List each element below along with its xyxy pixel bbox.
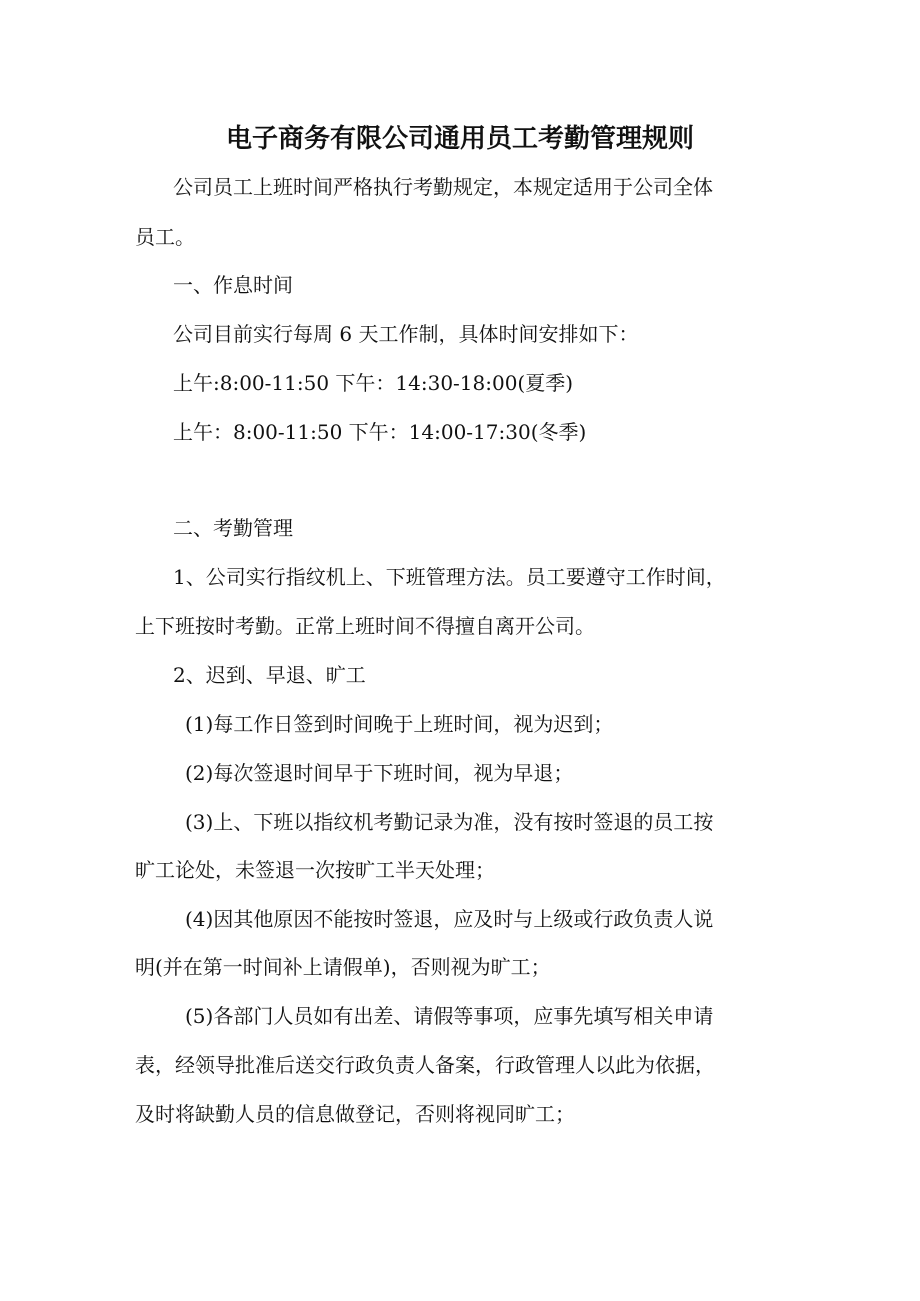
section-2-heading: 二、考勤管理 xyxy=(173,516,293,540)
rule-5-line-3: 及时将缺勤人员的信息做登记，否则将视同旷工； xyxy=(135,1102,575,1126)
rule-3-line-2: 旷工论处，未签退一次按旷工半天处理； xyxy=(135,858,495,882)
section-1-heading: 一、作息时间 xyxy=(173,273,293,297)
rule-5-line-1: (5)各部门人员如有出差、请假等事项，应事先填写相关申请 xyxy=(185,1004,714,1028)
document-title: 电子商务有限公司通用员工考勤管理规则 xyxy=(225,124,694,154)
rule-4-line-1: (4)因其他原因不能按时签退，应及时与上级或行政负责人说 xyxy=(185,907,714,931)
rule-5-line-2: 表，经领导批准后送交行政负责人备案，行政管理人以此为依据， xyxy=(135,1053,715,1077)
item-2-heading: 2、迟到、早退、旷工 xyxy=(173,663,366,687)
winter-schedule: 上午：8:00-11:50 下午：14:00-17:30(冬季) xyxy=(173,420,587,444)
item-1-line-1: 1、公司实行指纹机上、下班管理方法。员工要遵守工作时间， xyxy=(173,565,726,589)
intro-line-2: 员工。 xyxy=(135,225,195,249)
intro-line-1: 公司员工上班时间严格执行考勤规定，本规定适用于公司全体 xyxy=(173,175,713,199)
rule-1: (1)每工作日签到时间晚于上班时间，视为迟到； xyxy=(185,712,614,736)
summer-schedule: 上午:8:00-11:50 下午：14:30-18:00(夏季) xyxy=(173,371,574,395)
rule-4-line-2: 明(并在第一时间补上请假单)，否则视为旷工； xyxy=(135,955,551,979)
rule-2: (2)每次签退时间早于下班时间，视为早退； xyxy=(185,761,574,785)
rule-3-line-1: (3)上、下班以指纹机考勤记录为准，没有按时签退的员工按 xyxy=(185,810,714,834)
section-1-text: 公司目前实行每周 6 天工作制，具体时间安排如下： xyxy=(173,322,639,346)
item-1-line-2: 上下班按时考勤。正常上班时间不得擅自离开公司。 xyxy=(135,614,595,638)
